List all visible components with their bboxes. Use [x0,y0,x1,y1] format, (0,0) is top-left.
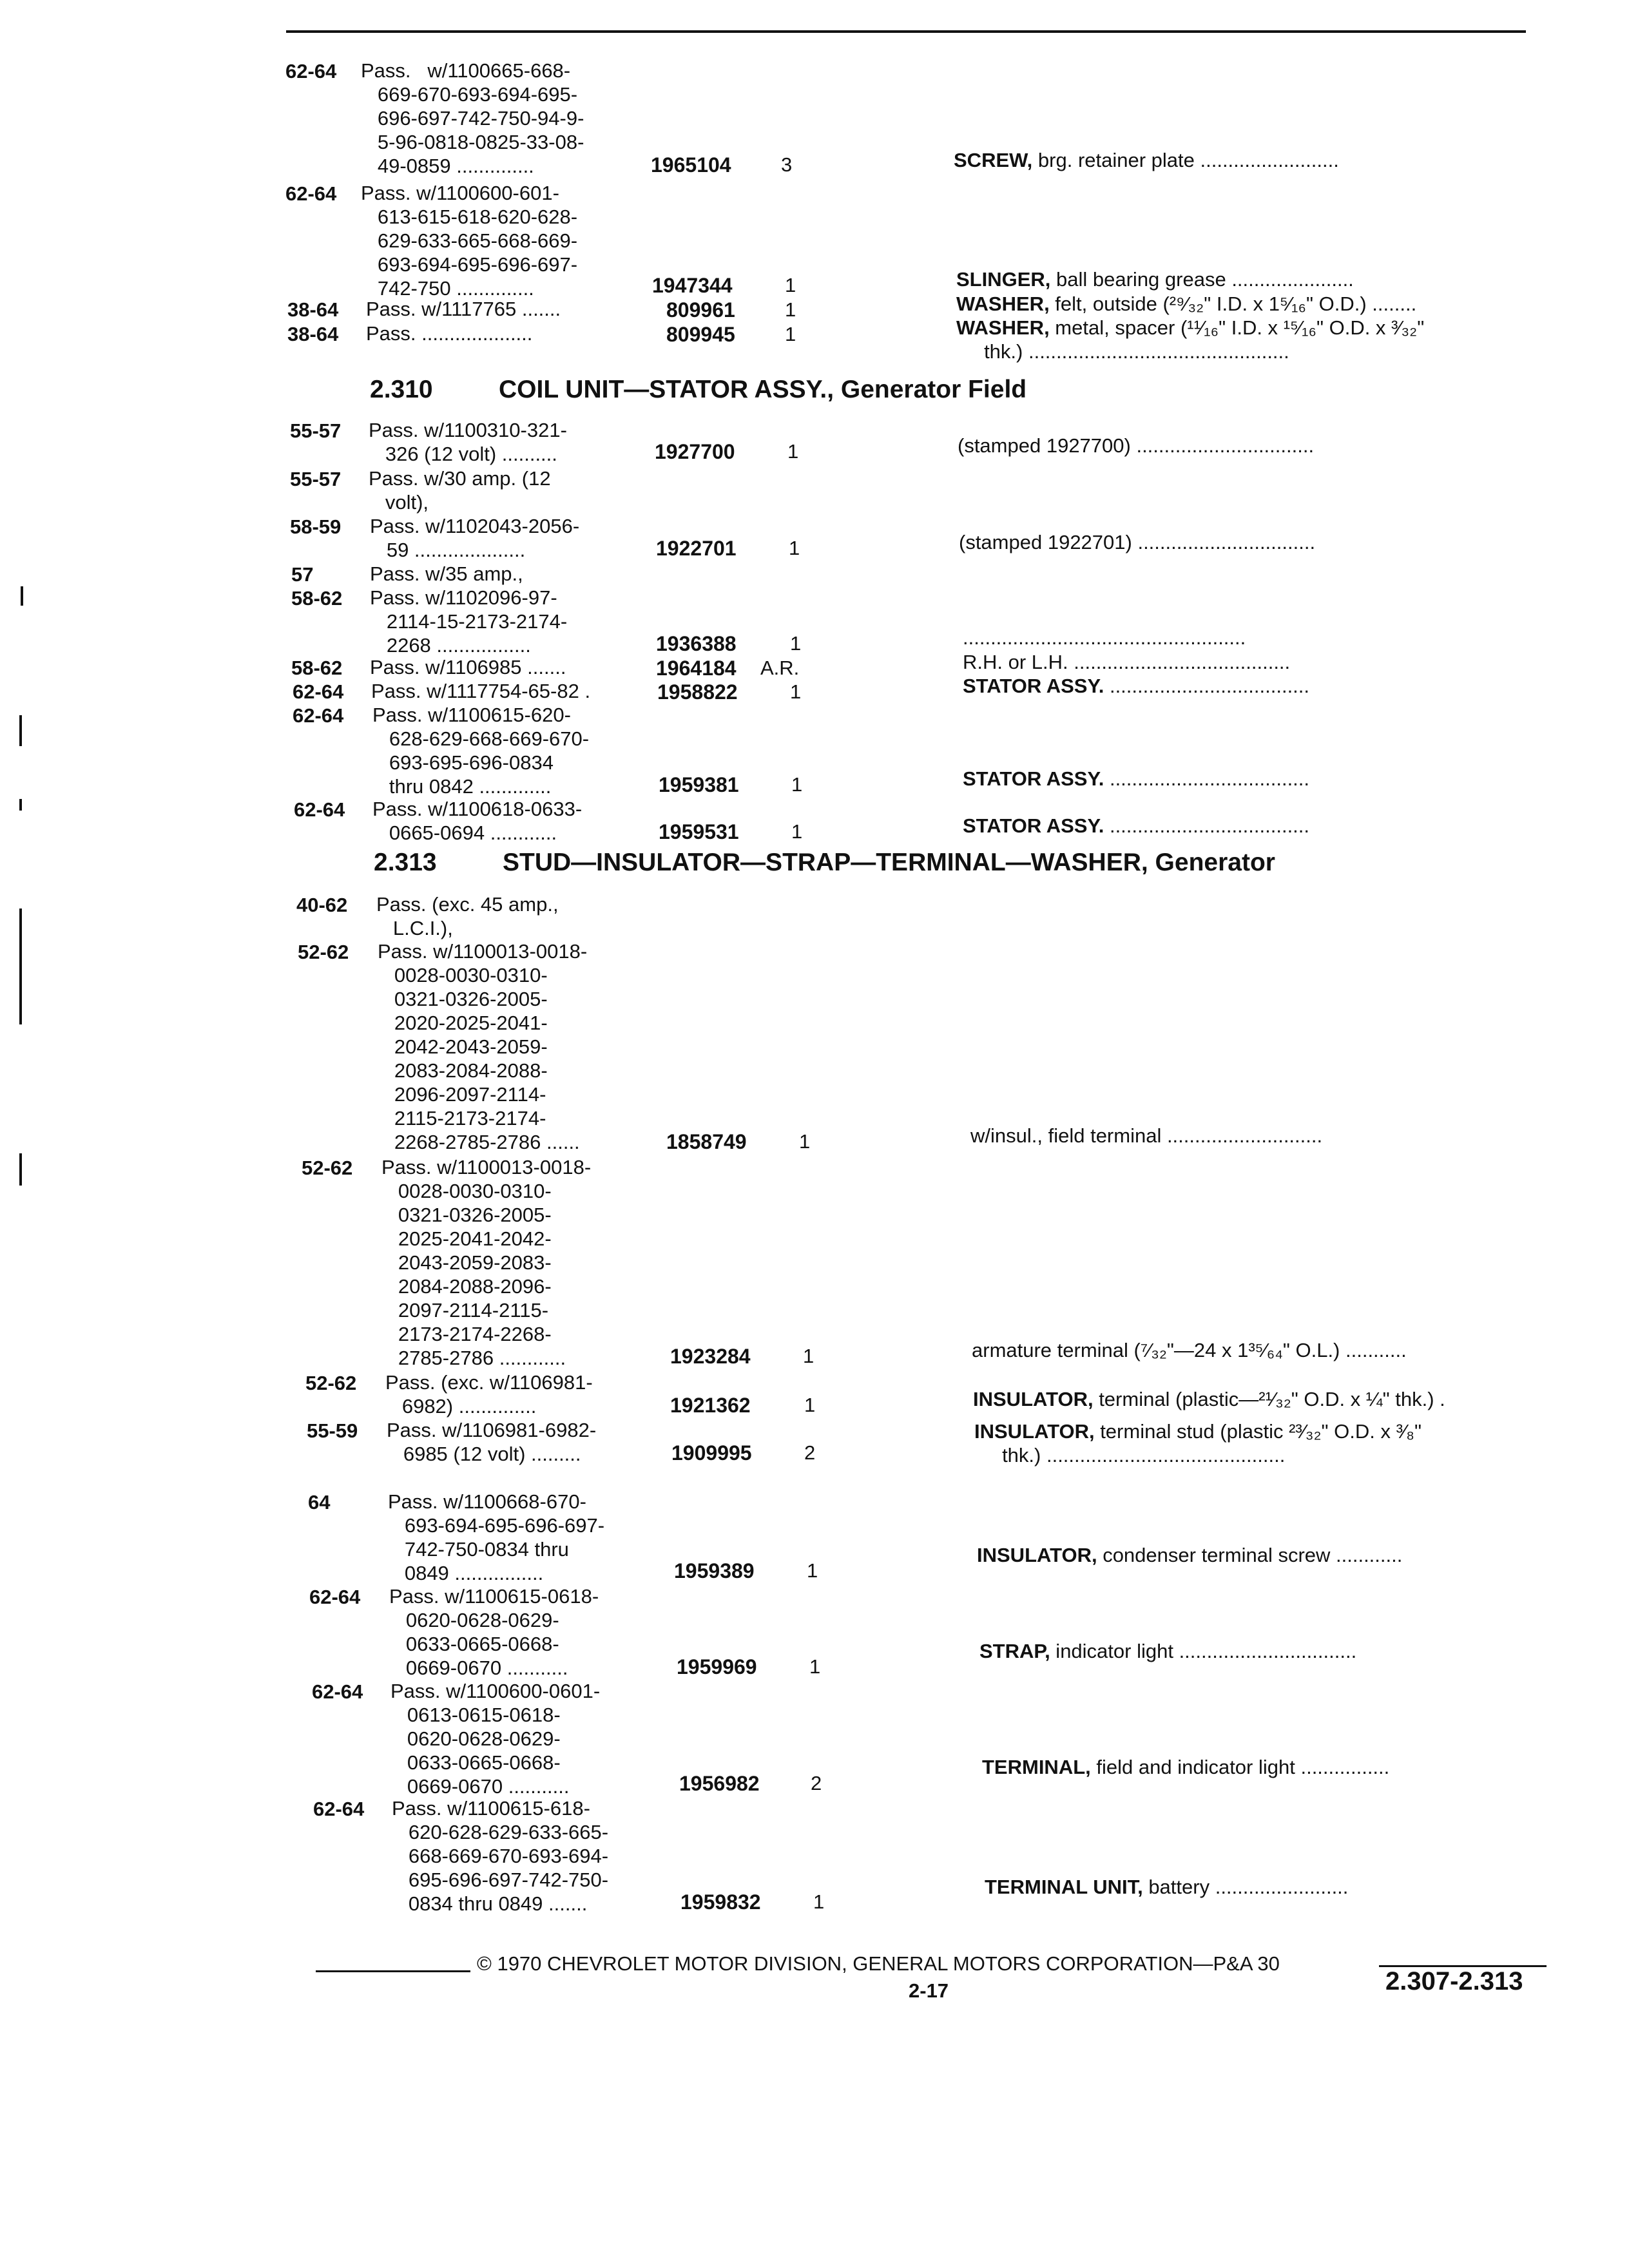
entry-description [979,1639,1356,1663]
entry-part-number: 1956982 [679,1772,760,1795]
entry-description-bold: INSULATOR, [973,1388,1094,1410]
entry-quantity: 1 [790,680,802,703]
entry-description [982,1755,1389,1779]
entry-part-number: 1959381 [659,773,739,796]
entry-quantity: A.R. [760,657,800,679]
entry-description [958,434,1314,457]
section-number: 2.310 [370,376,433,403]
entry-years: 52-62 [305,1372,357,1394]
entry-description-text: brg. retainer plate ......................... [1032,149,1339,171]
entry-years: 62-64 [285,60,337,82]
entry-part-number: 1936388 [656,632,737,655]
entry-description [985,1875,1348,1899]
entry-description [956,316,1424,363]
page-number: 2-17 [909,1979,949,2002]
entry-applies: Pass. w/1106985 ....... [370,656,566,678]
margin-mark [19,715,22,746]
entry-description-bold: STRAP, [979,1640,1050,1662]
entry-years: 62-64 [294,798,345,821]
entry-applies: Pass. (exc. 45 amp., L.C.I.), [376,893,559,939]
entry-quantity: 1 [789,537,800,559]
entry-description-text: terminal stud (plastic ²³⁄₃₂" O.D. x ³⁄₈" thk.) ........................................... [1002,1420,1422,1466]
entry-years: 55-57 [290,419,342,442]
entry-quantity: 1 [785,298,796,321]
entry-years: 38-64 [287,298,339,321]
entry-description-bold: SLINGER, [956,268,1051,291]
entry-years: 58-59 [290,515,342,538]
entry-applies: Pass. w/1100310-321- 326 (12 volt) .......... [369,419,567,465]
entry-description [959,530,1315,554]
entry-description-text: .................................... [1104,767,1310,790]
entry-applies: Pass. w/1117765 ....... [366,298,561,320]
entry-description-text: w/insul., field terminal ............................ [970,1124,1323,1147]
entry-years: 62-64 [293,704,344,727]
entry-applies: Pass. w/1100668-670- 693-694-695-696-697- 742-750-0834 thru 0849 ................ [388,1490,605,1584]
entry-quantity: 1 [790,632,802,655]
entry-years: 55-59 [307,1419,358,1442]
section-title: STUD—INSULATOR—STRAP—TERMINAL—WASHER, Generator [503,849,1275,876]
entry-description [963,650,1290,674]
entry-description [956,267,1354,291]
entry-quantity: 1 [803,1345,815,1367]
entry-applies: Pass. w/1100600-0601- 0613-0615-0618- 0620-0628-0629- 0633-0665-0668- 0669-0670 ........... [390,1680,601,1798]
entry-description [954,148,1339,172]
entry-quantity: 1 [804,1394,816,1416]
entry-description [963,626,1246,649]
entry-quantity: 2 [804,1441,816,1464]
entry-part-number: 1958822 [657,680,738,704]
section-heading-2-313 [374,849,1275,877]
entry-description-bold: INSULATOR, [974,1420,1095,1443]
entry-description-bold: INSULATOR, [977,1544,1097,1566]
entry-part-number: 1964184 [656,657,737,680]
entry-years: 58-62 [291,587,343,610]
margin-mark [21,586,23,606]
entry-description-text: ................................................... [963,626,1246,649]
entry-years: 64 [308,1491,331,1514]
entry-quantity: 1 [785,274,796,296]
entry-part-number: 1858749 [666,1130,747,1153]
margin-mark [19,799,22,811]
entry-quantity: 1 [791,773,803,796]
entry-quantity: 1 [813,1890,825,1913]
entry-part-number: 1959832 [680,1890,761,1914]
entry-applies: Pass. w/1100615-618- 620-628-629-633-665- 668-669-670-693-694- 695-696-697-742-750- 0834 thru 0849 ....... [392,1797,609,1915]
entry-description-text: .................................... [1104,675,1310,697]
entry-years: 62-64 [313,1798,365,1820]
entry-description-text: armature terminal (⁷⁄₃₂"—24 x 1³⁵⁄₆₄" O.L.) ........... [972,1339,1407,1361]
entry-applies: Pass. w/30 amp. (12 volt), [369,467,551,514]
entry-applies: Pass. w/1100013-0018- 0028-0030-0310- 0321-0326-2005- 2025-2041-2042- 2043-2059-2083- 2084-2088-2096- 2097-2114-2115- 2173-2174-2268- 2785-2786 ............ [381,1156,592,1369]
footer-rule-left [316,1970,470,1972]
entry-part-number: 1947344 [652,274,733,297]
entry-description-bold: WASHER, [956,293,1050,315]
entry-part-number: 1921362 [670,1394,751,1417]
entry-applies: Pass. w/1117754-65-82 . [371,680,591,702]
entry-years: 52-62 [298,941,349,963]
section-heading-2-310 [370,376,1027,404]
entry-years: 62-64 [312,1680,363,1703]
entry-part-number: 1927700 [655,440,735,463]
entry-years: 62-64 [309,1586,361,1608]
entry-description-text: terminal (plastic—²¹⁄₃₂" O.D. x ¼" thk.) . [1093,1388,1445,1410]
section-title: COIL UNIT—STATOR ASSY., Generator Field [499,376,1027,403]
entry-description [956,292,1416,316]
entry-description-text: R.H. or L.H. ....................................... [963,651,1291,673]
entry-description [963,767,1309,791]
entry-description [963,814,1309,838]
entry-quantity: 1 [787,440,799,463]
entry-description-text: condenser terminal screw ............ [1097,1544,1403,1566]
entry-description-text: .................................... [1104,814,1310,837]
entry-part-number: 1909995 [671,1441,752,1465]
margin-mark [19,908,22,1024]
entry-years: 38-64 [287,323,339,345]
entry-description [973,1387,1445,1411]
entry-part-number: 1959531 [659,820,739,843]
entry-quantity: 1 [791,820,803,843]
entry-years: 57 [291,563,314,586]
entry-quantity: 1 [785,323,796,345]
entry-description [963,674,1309,698]
entry-description-text: battery ........................ [1142,1876,1349,1898]
entry-description-bold: STATOR ASSY. [963,767,1104,790]
entry-applies: Pass. w/1100615-620- 628-629-668-669-670- 693-695-696-0834 thru 0842 ............. [372,704,590,798]
top-rule [286,30,1526,33]
entry-description-bold: TERMINAL UNIT, [985,1876,1143,1898]
entry-quantity: 1 [799,1130,811,1153]
entry-part-number: 809961 [666,298,735,322]
entry-description-bold: WASHER, [956,316,1050,339]
entry-description-text: (stamped 1927700) ................................ [958,434,1315,457]
entry-description [970,1124,1322,1148]
entry-applies: Pass. w/1100665-668- 669-670-693-694-695- 696-697-742-750-94-9- 5-96-0818-0825-33-08- 49-0859 .............. [361,59,584,177]
entry-applies: Pass. w/1100013-0018- 0028-0030-0310- 0321-0326-2005- 2020-2025-2041- 2042-2043-2059- 2083-2084-2088- 2096-2097-2114- 2115-2173-2174- 2268-2785-2786 ...... [378,940,588,1153]
entry-applies: Pass. w/1100615-0618- 0620-0628-0629- 0633-0665-0668- 0669-0670 ........... [389,1585,599,1679]
entry-applies: Pass. w/1102043-2056- 59 .................... [370,515,580,561]
entry-description-bold: SCREW, [954,149,1033,171]
entry-quantity: 2 [811,1772,822,1794]
section-number: 2.313 [374,849,437,876]
entry-part-number: 1922701 [656,537,737,560]
margin-mark [19,1153,22,1186]
section-range-reference: 2.307-2.313 [1385,1967,1523,1995]
entry-applies: Pass. w/1100618-0633- 0665-0694 ............ [372,798,583,844]
footer-copyright: © 1970 CHEVROLET MOTOR DIVISION, GENERAL MOTORS CORPORATION—P&A 30 [477,1952,1280,1975]
entry-years: 40-62 [296,894,348,916]
entry-description-bold: TERMINAL, [982,1756,1091,1778]
entry-part-number: 809945 [666,323,735,346]
entry-description-bold: STATOR ASSY. [963,814,1104,837]
entry-applies: Pass. .................... [366,322,533,345]
entry-description-text: indicator light ................................ [1050,1640,1357,1662]
entry-description [974,1419,1422,1467]
entry-years: 62-64 [293,680,344,703]
entry-part-number: 1965104 [651,153,731,177]
entry-description-text: field and indicator light ................ [1090,1756,1390,1778]
entry-part-number: 1923284 [670,1345,751,1368]
entry-description [977,1543,1402,1567]
entry-years: 62-64 [285,182,337,205]
entry-quantity: 1 [807,1559,818,1582]
entry-applies: Pass. (exc. w/1106981- 6982) .............. [385,1371,593,1418]
entry-quantity: 3 [781,153,793,176]
entry-years: 52-62 [302,1157,353,1179]
entry-description-text: ball bearing grease ...................... [1050,268,1354,291]
entry-description-text: metal, spacer (¹¹⁄₁₆" I.D. x ¹⁵⁄₁₆" O.D. x ³⁄₃₂" thk.) ............................................... [984,316,1425,363]
entry-applies: Pass. w/1102096-97- 2114-15-2173-2174- 2268 ................. [370,586,568,657]
entry-description-text: felt, outside (²⁹⁄₃₂" I.D. x 1⁵⁄₁₆" O.D.) ........ [1049,293,1417,315]
entry-applies: Pass. w/1106981-6982- 6985 (12 volt) ......... [387,1419,597,1465]
entry-part-number: 1959389 [674,1559,755,1582]
entry-quantity: 1 [809,1655,821,1678]
entry-description [972,1338,1407,1362]
entry-part-number: 1959969 [677,1655,757,1678]
entry-description-bold: STATOR ASSY. [963,675,1104,697]
entry-applies: Pass. w/1100600-601- 613-615-618-620-628- 629-633-665-668-669- 693-694-695-696-697- 742-750 .............. [361,182,578,300]
entry-applies: Pass. w/35 amp., [370,562,523,585]
entry-years: 58-62 [291,657,343,679]
entry-years: 55-57 [290,468,342,490]
entry-description-text: (stamped 1922701) ................................ [959,531,1316,553]
